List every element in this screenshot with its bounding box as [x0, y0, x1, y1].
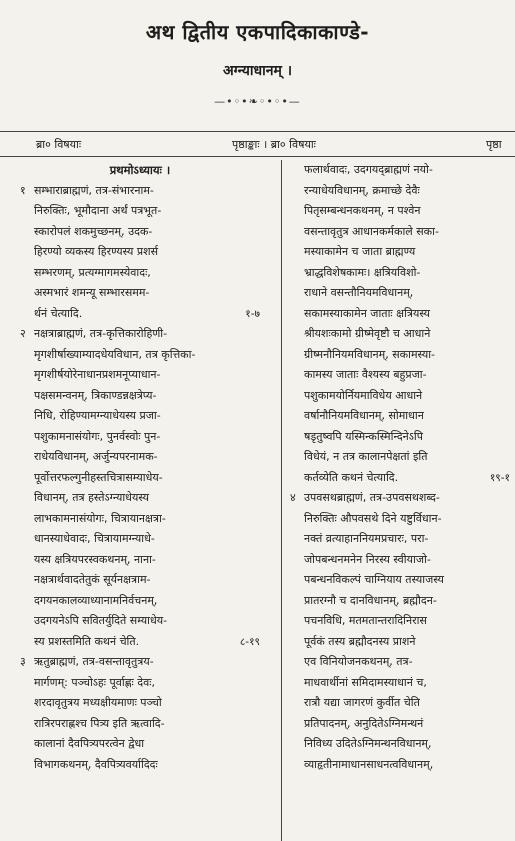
line-text: ऋतुब्राह्मणं, तत्र-वसन्तावृतुत्रय- — [34, 655, 154, 668]
text-line — [290, 488, 510, 509]
line-text: मृगशीर्षयोरेनाधानप्रशमनूप्याधान- — [34, 368, 161, 381]
line-text: पूर्वोत्तरफल्गुनीहस्तचित्रासम्याधेय- — [34, 470, 163, 484]
text-line — [290, 283, 510, 304]
text-line — [290, 304, 510, 325]
page-title: अथ द्वितीय एकपादिकाकाण्डे- — [145, 20, 370, 44]
column-header-mid: पृष्ठाङ्काः । ब्रा० विषयाः — [232, 138, 316, 151]
text-line — [290, 529, 510, 550]
header-rule-top — [0, 131, 515, 132]
line-text: उदगयनेऽपि सवितर्युदिते सम्याधेय- — [34, 614, 168, 627]
text-line — [20, 714, 260, 735]
text-line — [20, 591, 260, 612]
text-line — [20, 222, 260, 243]
line-text: मस्याकामेन च जाता ब्राह्मण्य — [304, 245, 416, 258]
line-text: जोपबन्धनमनेन निरस्य स्वीयाजो- — [304, 552, 431, 566]
line-text: पितृसम्बन्धनकथनम्, न पश्वेन — [304, 204, 421, 217]
line-text: पक्षसमन्वनम्, त्रिकाण्डन्नक्षत्रेप्य- — [34, 388, 157, 402]
line-text: पूर्वकं तस्य ब्रह्मौदनस्य प्राशने — [304, 634, 416, 648]
line-text: राधाने वसन्तौनियमविधानम्, — [304, 286, 414, 299]
text-line — [290, 570, 510, 591]
page-reference: ८-१९ — [239, 635, 260, 648]
text-line — [290, 447, 510, 468]
text-line — [290, 468, 510, 489]
line-text: निविध्य उदितेऽग्निमन्थनविधानम्, — [304, 737, 432, 750]
column-divider — [281, 160, 282, 841]
text-line — [290, 406, 510, 427]
text-line — [20, 755, 260, 776]
text-line — [20, 509, 260, 530]
line-text: सम्भाराब्राह्मणं, तत्र-संभारनाम- — [34, 183, 154, 197]
text-line — [20, 611, 260, 632]
text-line — [20, 345, 260, 366]
section-number: ४ — [290, 491, 296, 504]
text-line — [290, 591, 510, 612]
line-text: सकामस्याकामेन जाताः क्षत्रियस्य — [304, 306, 430, 320]
text-line — [290, 263, 510, 284]
text-line — [20, 693, 260, 714]
line-text: शरदावृतुत्रय मध्यक्षीयमाणः पञ्चो — [34, 696, 162, 709]
text-line — [20, 427, 260, 448]
line-text: व्याहृतीनामाधानसाधनत्वविधानम्, — [304, 757, 434, 771]
text-line — [290, 673, 510, 694]
text-line — [290, 611, 510, 632]
section-number: १ — [20, 183, 26, 197]
text-line — [20, 652, 260, 673]
text-line — [290, 714, 510, 735]
ornament-divider: —•◦•❧◦•◦•— — [214, 95, 301, 108]
line-text: एव विनियोजनकथनम्, तत्र- — [304, 655, 413, 668]
line-text: माधवार्थीनां समिदामस्याधानं च, — [304, 675, 427, 689]
line-text: नक्षत्राब्राह्मणं, तत्र-कृत्तिकारोहिणी- — [34, 327, 168, 340]
line-text: षडृतुष्वपि यस्मिन्कस्मिन्दिनेऽपि — [304, 429, 424, 443]
text-line — [20, 386, 260, 407]
line-text: दगयनकालव्याध्यानामनिर्वचनम्, — [34, 593, 158, 607]
line-text: लाभकामनासंयोगः, चित्रायानक्षत्रा- — [34, 511, 166, 525]
line-text: नक्षत्रार्थवादतेतुकं सूर्यनक्षत्राम- — [34, 573, 151, 586]
line-text: श्रीयशःकामो ग्रीष्मेवृष्टौ च आधाने — [304, 327, 431, 340]
line-text: नक्तं व्रत्याहाननियमप्रचारः, परा- — [304, 532, 429, 545]
text-line — [20, 263, 260, 284]
text-line — [290, 160, 510, 181]
line-text: रन्याधेयविधानम्, क्रमाच्छे देवैः — [304, 183, 420, 197]
line-text: फलार्थवादः, उदगयद्ब्राह्मणं नयो- — [304, 163, 433, 176]
text-line — [290, 755, 510, 776]
line-text: निधि, रोहिण्यामग्न्याधेयस्य प्रजा- — [34, 409, 161, 422]
line-text: पबन्धनविकल्पं चाग्नियाय तस्याजस्य — [304, 573, 444, 586]
page-reference: १-७ — [245, 307, 260, 320]
left-column — [20, 160, 260, 775]
line-text: र्थनं चेत्यादि. — [34, 306, 83, 320]
text-line — [20, 324, 260, 345]
text-line — [20, 447, 260, 468]
line-text: मार्गणम्: पञ्चोऽहः पूर्वाह्णः देवः, — [34, 675, 155, 689]
text-line — [20, 632, 260, 653]
text-line — [20, 201, 260, 222]
line-text: प्रातरग्नौ च दानविधानम्, ब्रह्मौदन- — [304, 593, 437, 607]
line-text: रात्रिरपराह्णश्च पित्र्य इति ऋत्वादि- — [34, 716, 165, 730]
line-text: पचनविधि, मतमतान्तरादिनिरास — [304, 614, 427, 627]
section-number: ३ — [20, 655, 26, 668]
line-text: धानस्याधेवादः, चित्रायामग्न्याधे- — [34, 532, 155, 545]
line-text: राधेयविधानम्, अर्जुन्यपरनामक- — [34, 450, 158, 463]
text-line — [290, 632, 510, 653]
line-text: वसन्तावृतुत्र आधानकर्मकाले सका- — [304, 224, 439, 238]
section-number: २ — [20, 327, 26, 340]
text-line — [20, 181, 260, 202]
text-line — [290, 324, 510, 345]
text-line — [20, 734, 260, 755]
text-line — [20, 488, 260, 509]
header-rule-bottom — [0, 156, 515, 157]
line-text: अस्मभारं शमन्यू सम्भारसमम- — [34, 286, 150, 299]
line-text: विधानम्, तत्र हस्तेऽग्न्याधेयस्य — [34, 491, 149, 504]
right-column — [290, 160, 510, 775]
text-line — [290, 201, 510, 222]
text-line — [290, 734, 510, 755]
text-line — [290, 345, 510, 366]
column-header — [0, 137, 515, 153]
page-reference: १९-१ — [489, 471, 510, 484]
text-line — [20, 304, 260, 325]
text-line — [290, 242, 510, 263]
text-line — [290, 386, 510, 407]
line-text: भ्राद्धविशेषकामः। क्षत्रियविशो- — [304, 265, 421, 279]
line-text: स्य प्रशस्तमिति कथनं चेति. — [34, 634, 140, 648]
text-line — [20, 365, 260, 386]
line-text: विभागकथनम्, दैवपित्र्यवर्यादिदः — [34, 757, 158, 771]
section-subtitle: अग्न्याधानम् । — [222, 63, 293, 79]
text-line — [20, 550, 260, 571]
line-text: पशुकामयोर्नियमाविधेय आधाने — [304, 388, 423, 402]
line-text: विधेयं, न तत्र कालानपेक्षतां इति — [304, 450, 428, 463]
line-text: पशुकामनासंयोगः, पुनर्वस्वोः पुन- — [34, 429, 161, 443]
line-text: कर्तव्येति कथनं चेत्यादि. — [304, 470, 399, 484]
line-text: कामस्य जाताः वैश्यस्य बहुप्रजा- — [304, 368, 427, 381]
chapter-heading: प्रथमोऽध्यायः । — [109, 163, 171, 177]
text-line — [290, 181, 510, 202]
text-line — [20, 242, 260, 263]
text-line — [290, 427, 510, 448]
line-text: कालानां दैवपित्र्यपरत्वेन द्वेधा — [34, 737, 145, 750]
text-line — [20, 283, 260, 304]
column-header-left: ब्रा० विषयाः — [36, 138, 82, 151]
line-text: सम्भरणम्, प्रत्यग्मागमस्येवादः, — [34, 265, 151, 279]
line-text: निरुक्तिः औपवसथे दिने यष्टुर्विधान- — [304, 511, 442, 525]
line-text: स्कारोपलं शकमुच्छनम्, उदक- — [34, 224, 153, 238]
text-line — [290, 693, 510, 714]
line-text: रात्रौ यद्या जागरणं कुर्वीत चेति — [304, 696, 420, 709]
text-line — [20, 468, 260, 489]
line-text: वर्षानौनियमविधानम्, सोमाधान — [304, 409, 424, 422]
text-line — [20, 529, 260, 550]
line-text: ग्रीष्मनौनियमविधानम्, सकामस्या- — [304, 347, 436, 361]
text-line — [290, 222, 510, 243]
column-header-right: पृष्ठा — [486, 138, 502, 151]
line-text: मृगशीर्षाख्याम्यादधेयविधान, तत्र कृत्तिका- — [34, 347, 196, 361]
text-line — [290, 550, 510, 571]
text-line — [290, 365, 510, 386]
text-line — [290, 652, 510, 673]
text-line — [20, 570, 260, 591]
line-text: हिरण्यो व्यकस्य हिरण्यस्य प्रशर्स — [34, 245, 159, 258]
line-text: यस्य क्षत्रियपरस्वकथनम्, नाना- — [34, 552, 156, 566]
line-text: निरुक्तिः, भूमौदाना अर्थं पत्रभूत- — [34, 204, 162, 217]
text-line — [20, 406, 260, 427]
text-line — [20, 673, 260, 694]
text-line — [290, 509, 510, 530]
line-text: उपवसथब्राह्मणं, तत्र-उपवसथशब्द- — [304, 491, 440, 504]
line-text: प्रतिपादनम्, अनुदितेऽग्निमन्थनं — [304, 716, 424, 730]
